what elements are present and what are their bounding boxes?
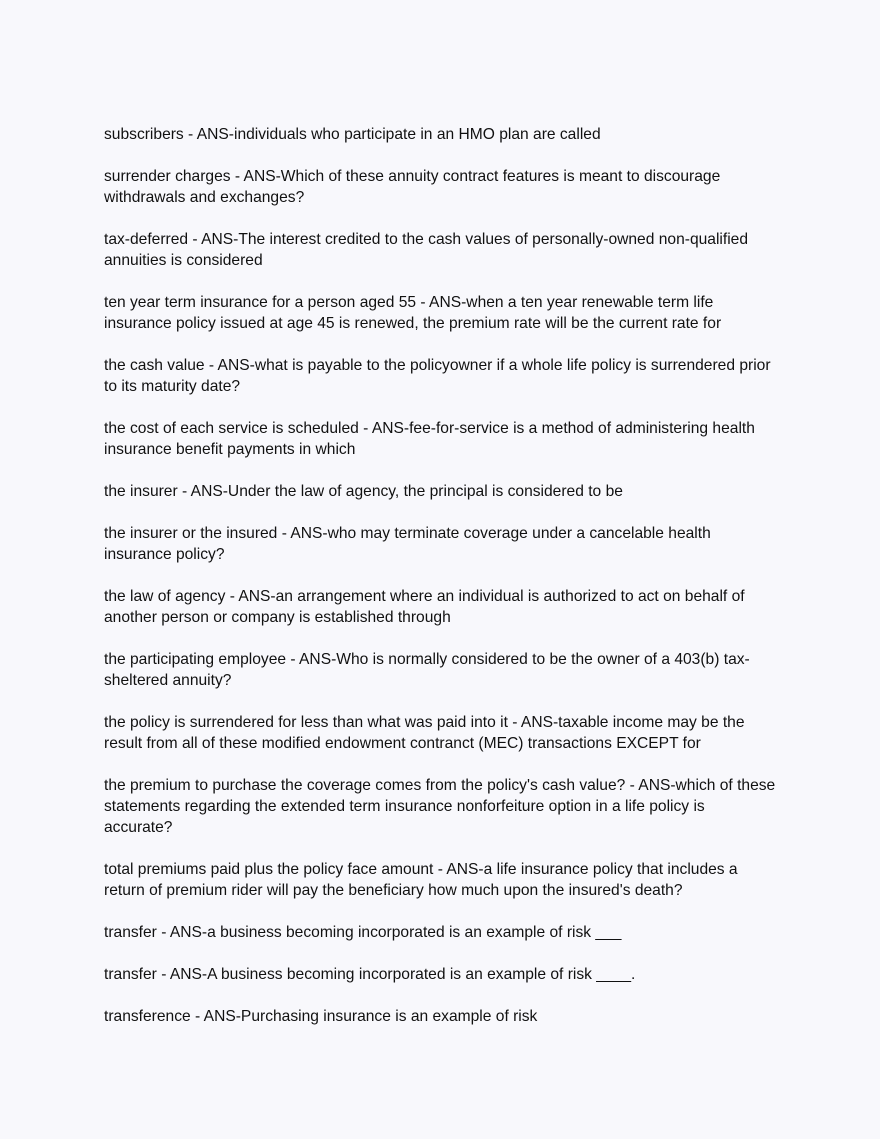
qa-entry-premium-cash-value: the premium to purchase the coverage comes from the policy's cash value? - ANS-which of these statements regarding the extended term insurance nonforfeiture option in a life policy is accurate? [104,777,776,836]
qa-entry-total-premiums: total premiums paid plus the policy face amount - ANS-a life insurance policy that includes a return of premium rider will pay the beneficiary how much upon the insured's death? [104,861,738,899]
qa-entry-transference: transference - ANS-Purchasing insurance is an example of risk [104,1008,538,1025]
qa-entry-cash-value: the cash value - ANS-what is payable to the policyowner if a whole life policy is surrendered prior to its maturity date? [104,357,771,395]
qa-entry-policy-surrendered: the policy is surrendered for less than what was paid into it - ANS-taxable income may be the result from all of these modified endowment contranct (MEC) transactions EXCEPT for [104,714,745,752]
qa-entry-cost-of-service: the cost of each service is scheduled - ANS-fee-for-service is a method of administering health insurance benefit payments in which [104,420,755,458]
qa-list [104,124,776,1027]
qa-entry-insurer-or-insured: the insurer or the insured - ANS-who may terminate coverage under a cancelable health insurance policy? [104,525,711,563]
qa-entry-tax-deferred: tax-deferred - ANS-The interest credited to the cash values of personally-owned non-qualified annuities is considered [104,231,749,269]
qa-entry-participating-employee: the participating employee - ANS-Who is normally considered to be the owner of a 403(b) tax-sheltered annuity? [104,651,750,689]
qa-entry-transfer-1: transfer - ANS-a business becoming incorporated is an example of risk ___ [104,924,622,941]
qa-entry-transfer-2: transfer - ANS-A business becoming incorporated is an example of risk ____. [104,966,636,983]
qa-entry-the-insurer: the insurer - ANS-Under the law of agency, the principal is considered to be [104,483,623,500]
qa-entry-surrender-charges: surrender charges - ANS-Which of these annuity contract features is meant to discourage withdrawals and exchanges? [104,168,721,206]
qa-entry-subscribers: subscribers - ANS-individuals who participate in an HMO plan are called [104,126,601,143]
qa-entry-ten-year-term: ten year term insurance for a person aged 55 - ANS-when a ten year renewable term life insurance policy issued at age 45 is renewed, the premium rate will be the current rate for [104,294,722,332]
qa-entry-law-of-agency: the law of agency - ANS-an arrangement where an individual is authorized to act on behalf of another person or company is established through [104,588,745,626]
